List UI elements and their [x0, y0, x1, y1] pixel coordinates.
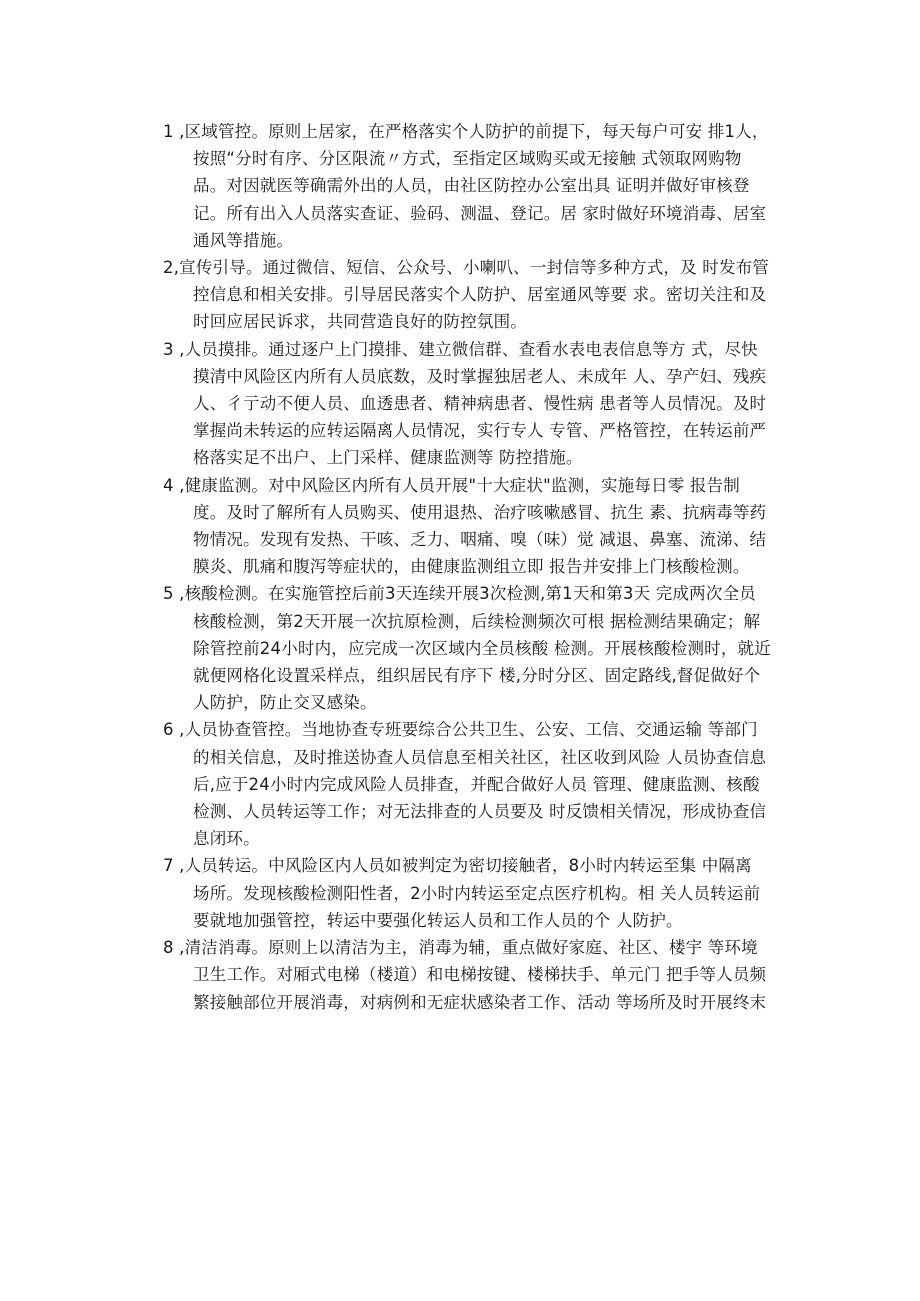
item-heading-line: 4 ,健康监测。对中风险区内所有人员开展"十大症状"监测，实施每日零 报告制: [163, 475, 741, 495]
item-heading-line: 5 ,核酸检测。在实施管控后前3天连续开展3次检测,第1天和第3天 完成两次全员: [163, 584, 756, 604]
item-text-line: 物情况。发现有发热、干咳、乏力、咽痛、嗅（味）觉 减退、鼻塞、流涕、结: [193, 530, 767, 550]
item-text-line: 场所。发现核酸检测阳性者，2小时内转运至定点医疗机构。相 关人员转运前: [193, 883, 761, 903]
item-text-line: 格落实足不出户、上门采样、健康监测等 防控措施。: [193, 448, 583, 468]
item-text-line: 核酸检测，第2天开展一次抗原检测，后续检测频次可根 据检测结果确定；解: [193, 611, 761, 631]
item-heading-line: 3 ,人员摸排。通过逐户上门摸排、建立微信群、查看水表电表信息等方 式，尽快: [163, 339, 758, 359]
item-text-line: 按照“分时有序、分区限流〃方式，至指定区域购买或无接触 式领取网购物: [193, 149, 742, 169]
item-text-line: 膜炎、肌痛和腹泻等症状的，由健康监测组立即 报告并安排上门核酸检测。: [193, 557, 750, 577]
item-text-line: 摸清中风险区内所有人员底数，及时掌握独居老人、未成年 人、孕产妇、残疾: [193, 366, 767, 386]
item-text-line: 后,应于24小时内完成风险人员排查，并配合做好人员 管理、健康监测、核酸: [193, 774, 760, 794]
item-text-line: 掌握尚未转运的应转运隔离人员情况，实行专人 专管、严格管控，在转运前严: [193, 421, 767, 441]
list-item: [163, 118, 785, 254]
item-text-line: 卫生工作。对厢式电梯（楼道）和电梯按键、楼梯扶手、单元门 把手等人员频: [193, 965, 767, 985]
item-text-line: 人、彳亍动不便人员、血透患者、精神病患者、慢性病 患者等人员情况。及时: [193, 394, 767, 414]
item-text-line: 通风等措施。: [193, 230, 294, 250]
list-item: [163, 852, 785, 934]
list-item: [163, 472, 785, 581]
item-heading-line: 6 ,人员协查管控。当地协查专班要综合公共卫生、公安、工信、交通运输 等部门: [163, 720, 758, 740]
item-text-line: 除管控前24小时内，应完成一次区域内全员核酸 检测。开展核酸检测时，就近: [193, 638, 771, 658]
list-item: [163, 716, 785, 852]
item-text-line: 检测、人员转运等工作；对无法排查的人员要及 时反馈相关情况，形成协查信: [193, 802, 767, 822]
item-text-line: 人防护，防止交叉感染。: [193, 693, 377, 713]
item-text-line: 记。所有出入人员落实查证、验码、测温、登记。居 家时做好环境消毒、居室: [193, 203, 767, 223]
list-item: [163, 934, 785, 1016]
item-heading-line: 2,宣传引导。通过微信、短信、公众号、小喇叭、一封信等多种方式，及 时发布管: [163, 258, 770, 278]
item-text-line: 的相关信息，及时推送协查人员信息至相关社区，社区收到风险 人员协查信息: [193, 747, 767, 767]
document-body: [163, 118, 785, 1016]
item-text-line: 就便网格化设置采样点，组织居民有序下 楼,分时分区、固定路线,督促做好个: [193, 666, 761, 686]
list-item: [163, 336, 785, 472]
list-item: [163, 254, 785, 336]
item-heading-line: 7 ,人员转运。中风险区内人员如被判定为密切接触者，8小时内转运至集 中隔离: [163, 856, 752, 876]
item-text-line: 要就地加强管控，转运中要强化转运人员和工作人员的个 人防护。: [193, 910, 683, 930]
item-text-line: 控信息和相关安排。引导居民落实个人防护、居室通风等要 求。密切关注和及: [193, 285, 767, 305]
item-text-line: 品。对因就医等确需外出的人员，由社区防控办公室出具 证明并做好审核登: [193, 176, 750, 196]
item-text-line: 繁接触部位开展消毒，对病例和无症状感染者工作、活动 等场所及时开展终末: [193, 992, 767, 1012]
item-text-line: 息闭环。: [193, 829, 260, 849]
item-text-line: 时回应居民诉求，共同营造良好的防控氛围。: [193, 312, 527, 332]
list-item: [163, 580, 785, 716]
item-heading-line: 8 ,清洁消毒。原则上以清洁为主，消毒为辅，重点做好家庭、社区、楼宇 等环境: [163, 938, 758, 958]
item-text-line: 度。及时了解所有人员购买、使用退热、治疗咳嗽感冒、抗生 素、抗病毒等药: [193, 502, 767, 522]
item-heading-line: 1 ,区域管控。原则上居家，在严格落实个人防护的前提下，每天每户可安 排1人，: [163, 122, 769, 141]
